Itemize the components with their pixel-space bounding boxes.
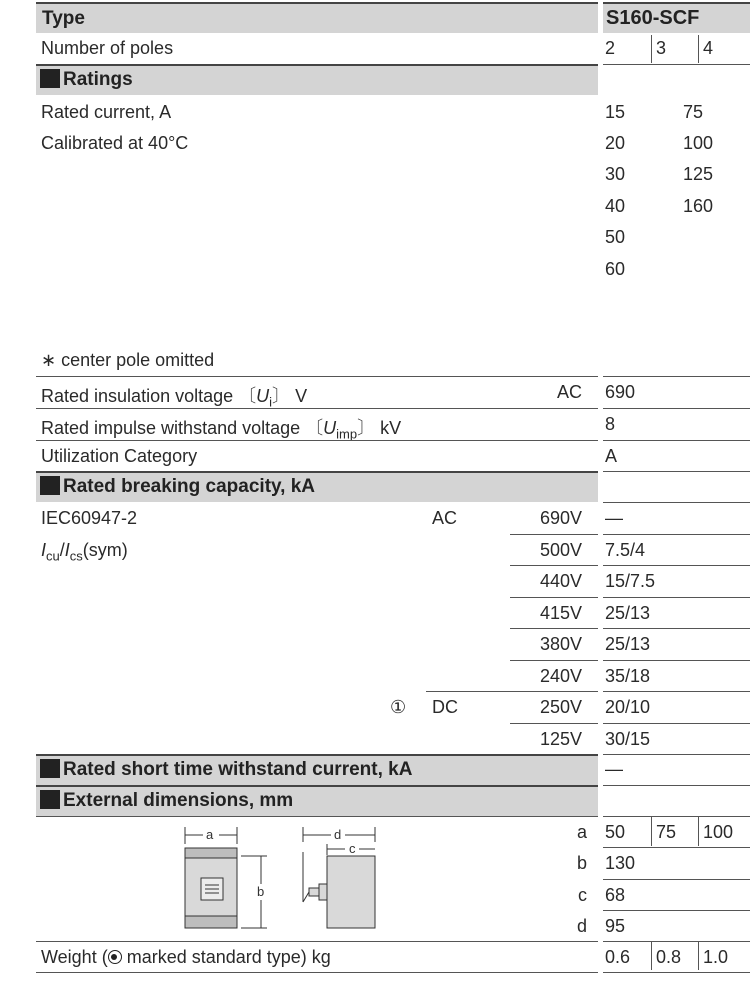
current-value: 20	[605, 133, 626, 153]
row-divider	[603, 376, 750, 377]
poles-4: 4	[703, 38, 714, 58]
square-bullet-icon	[40, 759, 60, 778]
square-bullet-icon	[40, 69, 60, 88]
poles-3: 3	[656, 38, 667, 58]
ratings-right-line	[603, 64, 750, 65]
breaking-voltage: 440V	[540, 571, 583, 591]
row-divider	[603, 597, 750, 598]
breaking-value: 25/13	[605, 634, 651, 654]
weight-value: 0.6	[605, 947, 631, 967]
breaking-value: 7.5/4	[605, 540, 646, 560]
ac-label: AC	[432, 508, 458, 528]
dim-divider	[698, 817, 699, 846]
type-label: Type	[42, 8, 85, 29]
row-divider	[603, 565, 750, 566]
row-divider	[603, 910, 750, 911]
dimension-drawing	[175, 822, 385, 934]
poles-divider	[698, 35, 699, 63]
current-value: 40	[605, 196, 626, 216]
row-divider	[603, 660, 750, 661]
short-time-right-line	[603, 754, 750, 755]
row-divider	[603, 941, 750, 942]
breaking-voltage: 690V	[540, 508, 583, 528]
dimension-label: a	[206, 827, 214, 842]
weight-divider	[698, 942, 699, 970]
utilization-label: Utilization Category	[41, 446, 198, 466]
row-divider	[36, 408, 598, 409]
breaking-voltage: 250V	[540, 697, 583, 717]
weight-divider	[651, 942, 652, 970]
dim-a-label: a	[577, 822, 588, 842]
row-divider	[603, 502, 750, 503]
center-pole-note: ∗ center pole omitted	[41, 350, 215, 370]
row-divider	[510, 723, 598, 724]
dc-note-marker: ①	[390, 697, 407, 717]
insulation-voltage-label: Rated insulation voltage 〔$U_i$〕 V	[41, 386, 308, 410]
breaking-value: 20/10	[605, 697, 651, 717]
breaking-value: —	[605, 508, 623, 528]
insulation-type: AC	[557, 382, 583, 402]
dimensions-right-line	[603, 785, 750, 786]
dc-label: DC	[432, 697, 458, 717]
dim-d-label: d	[577, 916, 588, 936]
row-divider	[36, 440, 598, 441]
square-bullet-icon	[40, 476, 60, 495]
square-bullet-icon	[40, 790, 60, 809]
row-divider	[603, 691, 750, 692]
row-divider	[510, 534, 598, 535]
row-divider	[603, 628, 750, 629]
row-divider	[603, 534, 750, 535]
row-divider	[36, 376, 598, 377]
dim-b-label: b	[577, 853, 588, 873]
row-divider	[36, 972, 598, 973]
dim-d-value: 95	[605, 916, 626, 936]
dim-c-label: c	[578, 885, 587, 905]
weight-label: Weight ( marked standard type) kg	[41, 947, 331, 967]
breaking-value: 35/18	[605, 666, 651, 686]
breaking-voltage: 500V	[540, 540, 583, 560]
row-divider	[510, 565, 598, 566]
breaking-value: 30/15	[605, 729, 651, 749]
row-divider	[510, 660, 598, 661]
row-divider	[603, 879, 750, 880]
icu-ics-label: $I_{cu}/I_{cs}(sym)$	[41, 540, 128, 564]
short-time-heading: Rated short time withstand current, kA	[40, 759, 412, 781]
dim-a-value: 75	[656, 822, 677, 842]
row-divider	[510, 597, 598, 598]
breaking-voltage: 240V	[540, 666, 583, 686]
row-divider	[36, 816, 598, 817]
poles-2: 2	[605, 38, 616, 58]
model-name: S160-SCF	[606, 7, 700, 29]
current-value: 125	[683, 164, 714, 184]
dim-c-value: 68	[605, 885, 626, 905]
current-value: 75	[683, 102, 704, 122]
breaking-voltage: 415V	[540, 603, 583, 623]
current-value: 100	[683, 133, 714, 153]
weight-value: 1.0	[703, 947, 729, 967]
row-divider	[603, 847, 750, 848]
row-divider	[36, 941, 598, 942]
breaking-voltage: 380V	[540, 634, 583, 654]
weight-value: 0.8	[656, 947, 682, 967]
poles-label: Number of poles	[41, 38, 174, 58]
row-divider	[603, 408, 750, 409]
dimension-label: c	[349, 841, 356, 856]
calibration-label: Calibrated at 40°C	[41, 133, 189, 153]
short-time-value: —	[605, 759, 623, 779]
dim-b-value: 130	[605, 853, 636, 873]
breaking-value: 15/7.5	[605, 571, 656, 591]
rated-current-label: Rated current, A	[41, 102, 172, 122]
dimension-label: d	[334, 827, 342, 842]
dim-a-value: 50	[605, 822, 626, 842]
breaking-value: 25/13	[605, 603, 651, 623]
poles-divider	[651, 35, 652, 63]
breaking-voltage: 125V	[540, 729, 583, 749]
standard-type-marker-icon	[108, 950, 122, 964]
dimensions-heading: External dimensions, mm	[40, 790, 293, 812]
row-divider	[603, 816, 750, 817]
dim-a-value: 100	[703, 822, 734, 842]
dimension-label: b	[257, 884, 265, 899]
row-divider	[603, 972, 750, 973]
insulation-value: 690	[605, 382, 636, 402]
type-header-bar	[36, 2, 598, 33]
ratings-heading: Ratings	[40, 69, 133, 91]
row-divider	[510, 628, 598, 629]
current-value: 160	[683, 196, 714, 216]
breaking-heading: Rated breaking capacity, kA	[40, 476, 315, 498]
utilization-value: A	[605, 446, 618, 466]
impulse-voltage-label: Rated impulse withstand voltage 〔$U_{imp}$〕 kV	[41, 418, 402, 442]
current-value: 15	[605, 102, 626, 122]
row-divider	[426, 691, 598, 692]
breaking-right-line	[603, 471, 750, 472]
row-divider	[603, 723, 750, 724]
dim-divider	[651, 817, 652, 846]
impulse-value: 8	[605, 414, 616, 434]
current-value: 50	[605, 227, 626, 247]
current-value: 30	[605, 164, 626, 184]
breaking-standard: IEC60947-2	[41, 508, 138, 528]
row-divider	[603, 440, 750, 441]
current-value: 60	[605, 259, 626, 279]
